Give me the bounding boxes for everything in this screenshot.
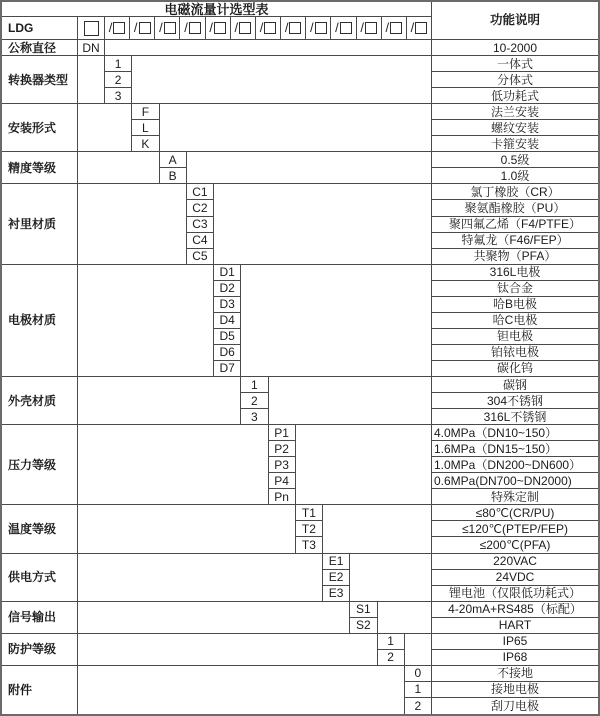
option-code: 3: [105, 88, 132, 104]
option-description: 1.6MPa（DN15~150）: [432, 441, 598, 457]
table-title: 电磁流量计选型表: [2, 2, 432, 17]
option-description: 铂铱电极: [432, 345, 598, 361]
option-description: 24VDC: [432, 570, 598, 586]
empty-span-cell: [378, 602, 433, 634]
option-description: 锂电池（仅限低功耗式）: [432, 586, 598, 602]
model-code-box: [154, 17, 179, 39]
category-label: 转换器类型: [2, 56, 78, 104]
option-code: 2: [105, 72, 132, 88]
option-code: C1: [187, 184, 214, 200]
slash: /: [234, 19, 239, 35]
model-code-box: [129, 17, 154, 39]
option-description: 法兰安装: [432, 104, 598, 120]
option-description: 接地电极: [432, 682, 598, 698]
option-description: 哈C电极: [432, 313, 598, 329]
option-code: 2: [405, 698, 432, 714]
empty-span-cell: [78, 184, 187, 264]
model-code-box: [179, 17, 204, 39]
empty-span-cell: [405, 634, 432, 666]
option-description: 哈B电极: [432, 297, 598, 313]
option-code: 1: [241, 377, 268, 393]
empty-span-cell: [78, 666, 405, 714]
option-description: 聚氨酯橡胶（PU）: [432, 200, 598, 216]
category-label: 精度等级: [2, 152, 78, 184]
category-label: 防护等级: [2, 634, 78, 666]
model-code-box: [381, 17, 406, 39]
model-code-box: [280, 17, 305, 39]
model-code-box: [305, 17, 330, 39]
slash: /: [133, 19, 138, 35]
option-code: P2: [269, 441, 296, 457]
empty-box-icon: [264, 22, 276, 34]
option-description: ≤120℃(PTEP/FEP): [432, 521, 598, 537]
slash: /: [159, 19, 163, 35]
option-code: 1: [105, 56, 132, 72]
option-description: 低功耗式: [432, 88, 598, 104]
function-column-header: 功能说明: [432, 2, 598, 40]
option-description: 4-20mA+RS485（标配）: [432, 602, 598, 618]
empty-span-cell: [132, 56, 432, 104]
option-code: 1: [405, 682, 432, 698]
option-description: 220VAC: [432, 554, 598, 570]
model-code-box: [406, 17, 431, 39]
empty-span-cell: [214, 184, 432, 264]
empty-box-icon: [84, 21, 99, 36]
option-code: 2: [241, 393, 268, 409]
model-code-box: [105, 17, 129, 39]
option-code: T2: [296, 521, 323, 537]
option-description: HART: [432, 618, 598, 634]
category-label: 外壳材质: [2, 377, 78, 425]
option-code: T1: [296, 505, 323, 521]
option-code: DN: [78, 40, 105, 56]
slash: /: [108, 19, 113, 35]
empty-span-cell: [269, 377, 433, 425]
empty-span-cell: [78, 505, 296, 553]
option-description: 304不锈钢: [432, 393, 598, 409]
empty-span-cell: [78, 602, 350, 634]
option-description: 10-2000: [432, 40, 598, 56]
option-description: 特氟龙（F46/FEP）: [432, 233, 598, 249]
option-description: 卡箍安装: [432, 136, 598, 152]
empty-span-cell: [78, 634, 378, 666]
slash: /: [335, 19, 339, 35]
option-description: 氯丁橡胶（CR）: [432, 184, 598, 200]
option-code: 0: [405, 666, 432, 682]
empty-box-icon: [390, 22, 402, 34]
option-description: 0.6MPa(DN700~DN2000): [432, 473, 598, 489]
empty-span-cell: [78, 104, 132, 152]
option-code: E2: [323, 570, 350, 586]
option-description: 0.5级: [432, 152, 598, 168]
option-description: 碳钢: [432, 377, 598, 393]
empty-span-cell: [78, 56, 105, 104]
option-code: S1: [350, 602, 377, 618]
empty-box-icon: [113, 22, 125, 34]
model-code-box: [230, 17, 255, 39]
option-description: 不接地: [432, 666, 598, 682]
option-description: 钛合金: [432, 281, 598, 297]
option-description: 1.0级: [432, 168, 598, 184]
model-prefix-label: LDG: [2, 17, 78, 40]
option-code: D7: [214, 361, 241, 377]
option-description: IP68: [432, 650, 598, 666]
empty-box-icon: [139, 22, 151, 34]
empty-box-icon: [164, 22, 176, 34]
empty-box-icon: [239, 22, 251, 34]
empty-box-icon: [189, 22, 201, 34]
option-code: C2: [187, 200, 214, 216]
slash: /: [310, 19, 314, 35]
option-code: T3: [296, 537, 323, 553]
slash: /: [209, 19, 213, 35]
slash: /: [385, 19, 390, 35]
option-code: D2: [214, 281, 241, 297]
model-code-box: [330, 17, 355, 39]
option-code: Pn: [269, 489, 296, 505]
option-code: D6: [214, 345, 241, 361]
option-code: E1: [323, 554, 350, 570]
option-description: 分体式: [432, 72, 598, 88]
option-description: 316L不锈钢: [432, 409, 598, 425]
empty-span-cell: [187, 152, 432, 184]
option-code: C5: [187, 249, 214, 265]
option-code: E3: [323, 586, 350, 602]
slash: /: [184, 19, 188, 35]
empty-span-cell: [350, 554, 432, 602]
option-description: 碳化钨: [432, 361, 598, 377]
empty-box-icon: [214, 22, 226, 34]
slash: /: [360, 19, 364, 35]
empty-span-cell: [241, 265, 432, 377]
empty-box-icon: [315, 22, 327, 34]
category-label: 供电方式: [2, 554, 78, 602]
slash: /: [284, 19, 289, 35]
option-code: 3: [241, 409, 268, 425]
empty-span-cell: [78, 377, 241, 425]
option-code: D4: [214, 313, 241, 329]
category-label: 压力等级: [2, 425, 78, 505]
option-code: P4: [269, 473, 296, 489]
empty-span-cell: [323, 505, 432, 553]
category-label: 电极材质: [2, 265, 78, 377]
option-code: D3: [214, 297, 241, 313]
option-code: P1: [269, 425, 296, 441]
option-description: 螺纹安装: [432, 120, 598, 136]
option-code: S2: [350, 618, 377, 634]
option-code: F: [132, 104, 159, 120]
empty-span-cell: [160, 104, 433, 152]
empty-span-cell: [78, 265, 214, 377]
option-code: L: [132, 120, 159, 136]
option-code: 2: [378, 650, 405, 666]
option-description: 共聚物（PFA）: [432, 249, 598, 265]
category-label: 安装形式: [2, 104, 78, 152]
category-label: 温度等级: [2, 505, 78, 553]
option-code: P3: [269, 457, 296, 473]
option-code: D5: [214, 329, 241, 345]
option-description: 316L电极: [432, 265, 598, 281]
option-description: 特殊定制: [432, 489, 598, 505]
model-code-box: [205, 17, 230, 39]
option-code: 1: [378, 634, 405, 650]
option-code: D1: [214, 265, 241, 281]
model-code-box: [255, 17, 280, 39]
empty-box-icon: [289, 22, 301, 34]
empty-span-cell: [78, 152, 160, 184]
model-prefix-box-cell: [78, 17, 105, 40]
category-label: 衬里材质: [2, 184, 78, 264]
empty-box-icon: [415, 22, 427, 34]
option-description: 钽电极: [432, 329, 598, 345]
empty-box-icon: [340, 22, 352, 34]
option-code: C3: [187, 217, 214, 233]
category-label: 附件: [2, 666, 78, 714]
option-description: ≤200℃(PFA): [432, 537, 598, 553]
option-description: 聚四氟乙烯（F4/PTFE）: [432, 217, 598, 233]
category-label: 公称直径: [2, 40, 78, 56]
slash: /: [259, 19, 264, 35]
option-description: 一体式: [432, 56, 598, 72]
option-code: C4: [187, 233, 214, 249]
option-code: A: [160, 152, 187, 168]
category-label: 信号输出: [2, 602, 78, 634]
model-code-boxes: [105, 17, 432, 40]
option-code: K: [132, 136, 159, 152]
option-description: 1.0MPa（DN200~DN600）: [432, 457, 598, 473]
option-description: 刮刀电极: [432, 698, 598, 714]
empty-span-cell: [105, 40, 432, 56]
model-code-box: [356, 17, 381, 39]
empty-span-cell: [78, 425, 269, 505]
slash: /: [410, 19, 415, 35]
option-description: ≤80℃(CR/PU): [432, 505, 598, 521]
empty-box-icon: [365, 22, 377, 34]
option-description: IP65: [432, 634, 598, 650]
option-code: B: [160, 168, 187, 184]
empty-span-cell: [78, 554, 323, 602]
empty-span-cell: [296, 425, 432, 505]
option-description: 4.0MPa（DN10~150）: [432, 425, 598, 441]
